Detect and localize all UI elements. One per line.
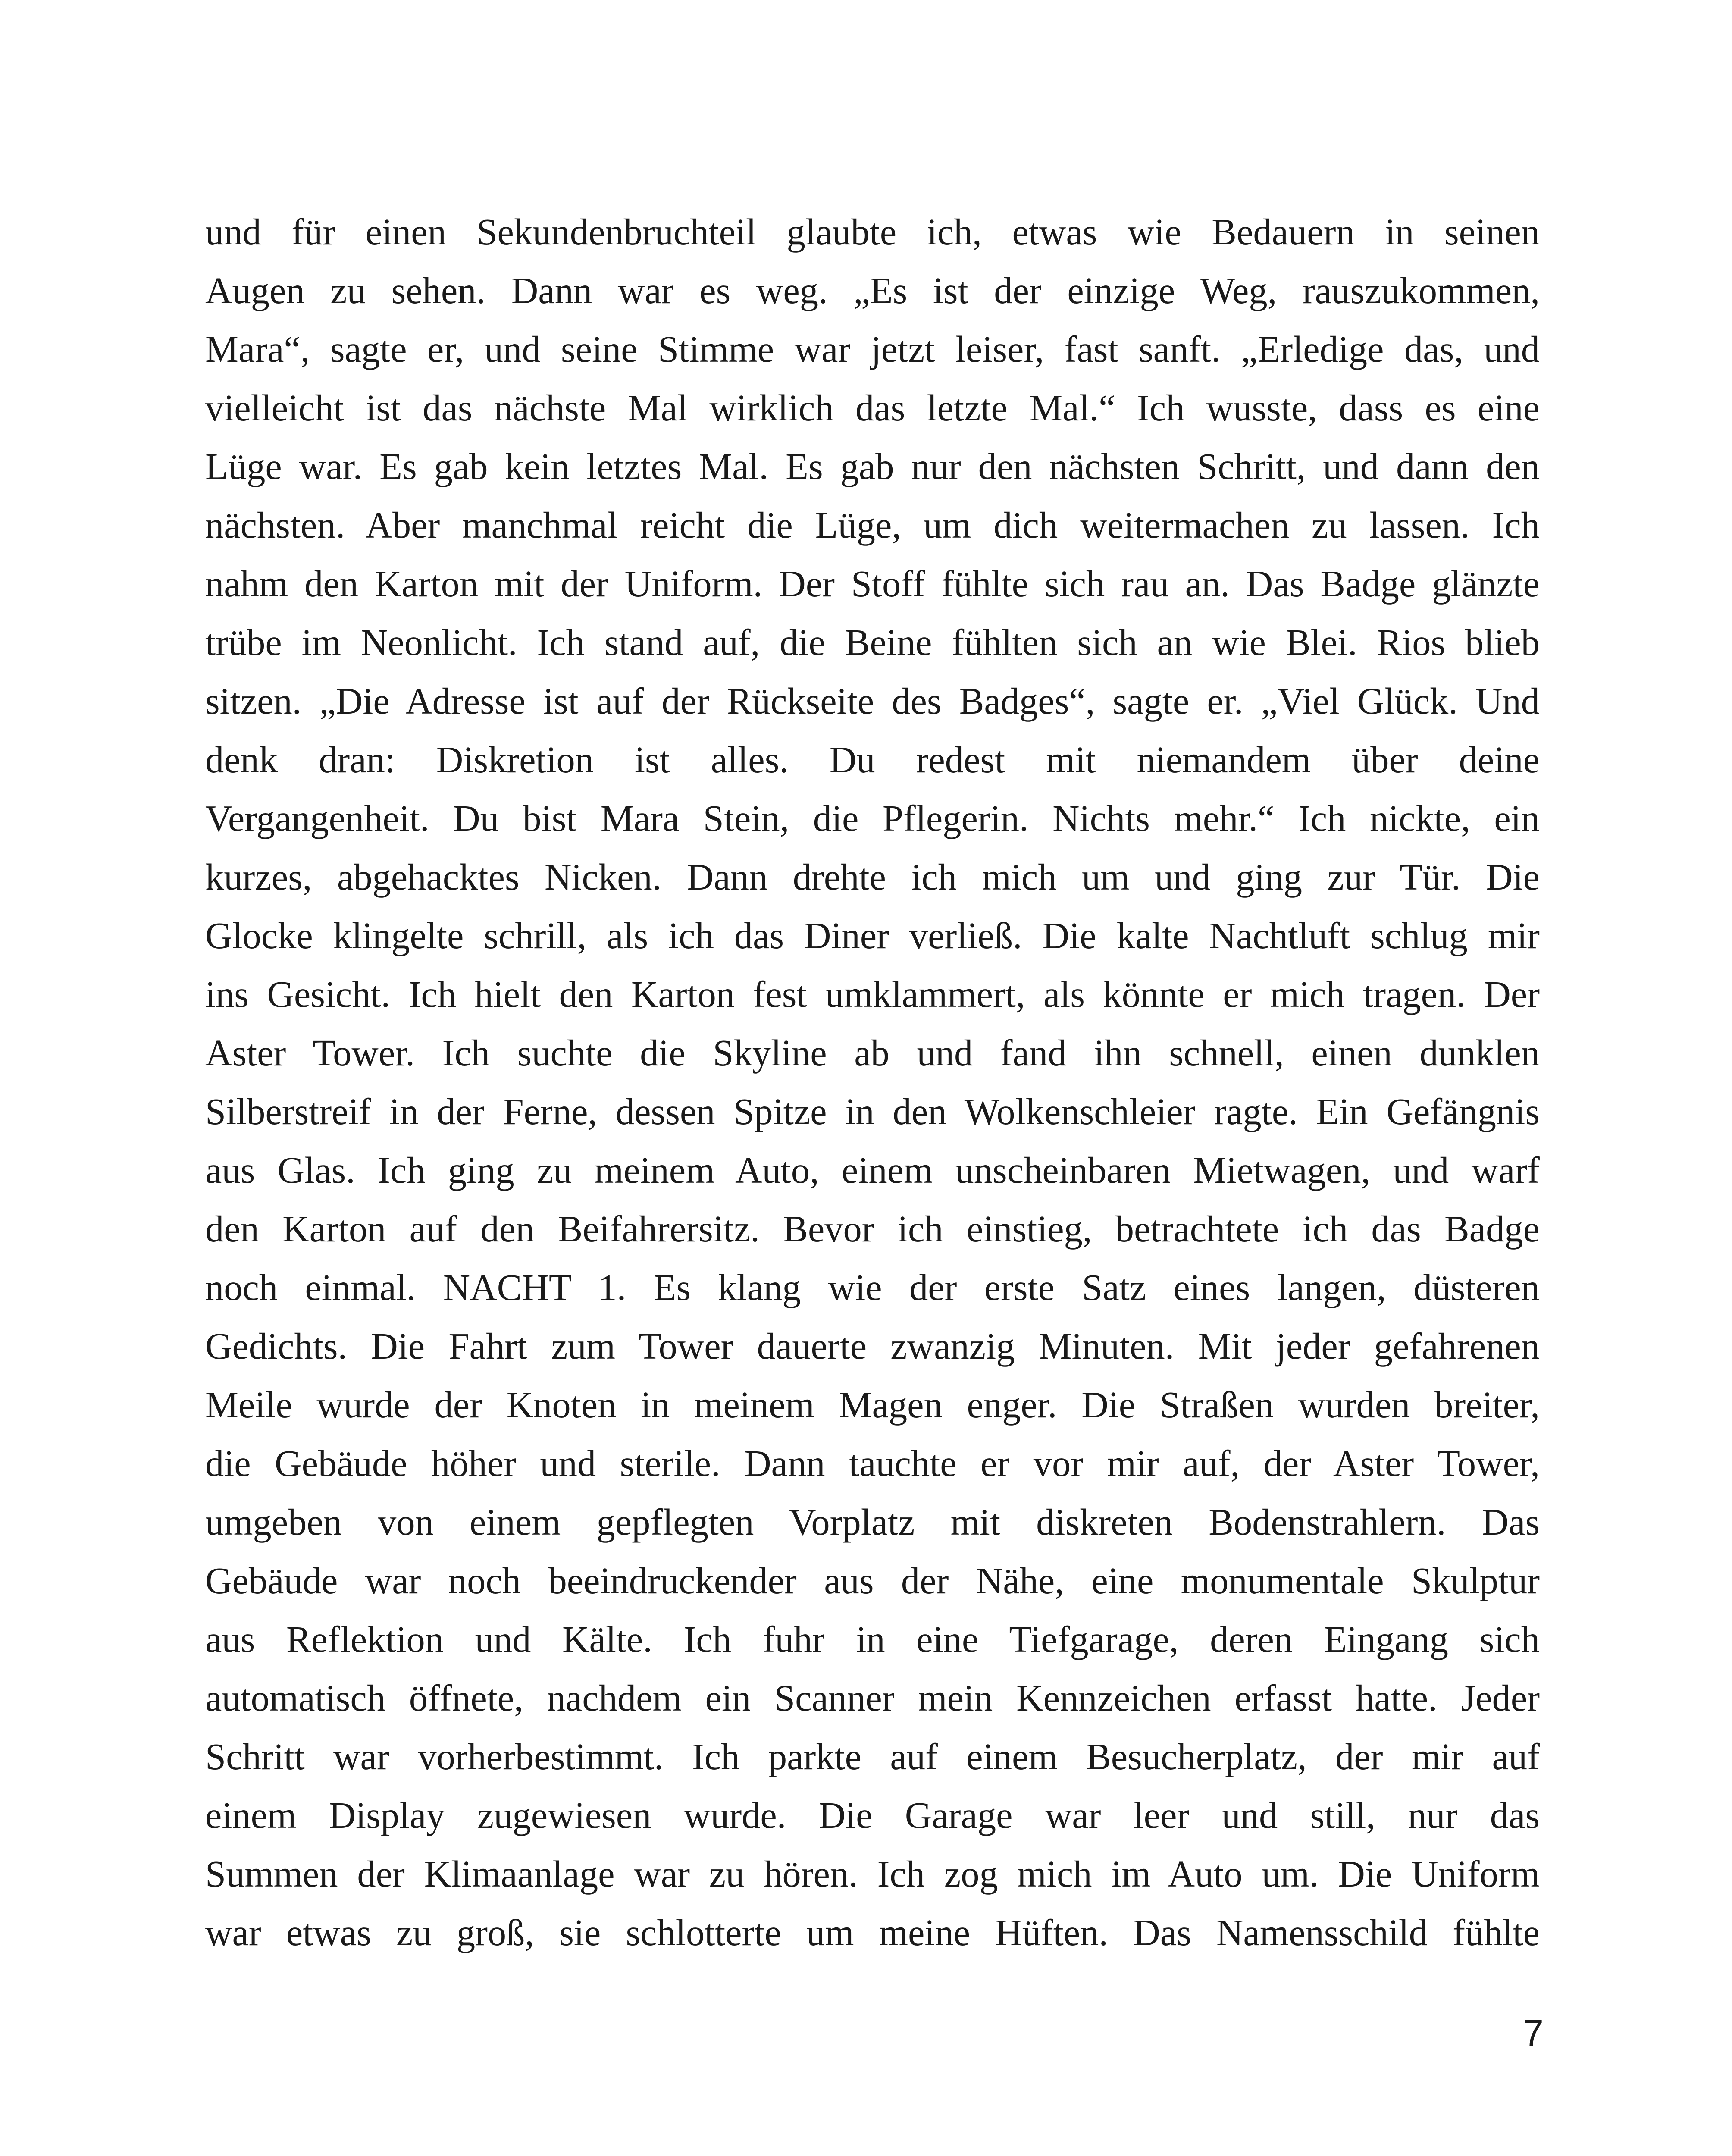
text-line: noch einmal. NACHT 1. Es klang wie der erste Satz eines langen, düsteren bbox=[205, 1267, 1540, 1308]
text-line: aus Reflektion und Kälte. Ich fuhr in eine Tiefgarage, deren Eingang sich bbox=[205, 1619, 1540, 1660]
text-line: Schritt war vorherbestimmt. Ich parkte auf einem Besucherplatz, der mir auf bbox=[205, 1736, 1540, 1777]
text-line: Meile wurde der Knoten in meinem Magen enger. Die Straßen wurden breiter, bbox=[205, 1384, 1540, 1426]
text-line: Gedichts. Die Fahrt zum Tower dauerte zwanzig Minuten. Mit jeder gefahrenen bbox=[205, 1326, 1540, 1367]
text-line: trübe im Neonlicht. Ich stand auf, die Beine fühlten sich an wie Blei. Rios blieb bbox=[205, 622, 1540, 663]
text-line: vielleicht ist das nächste Mal wirklich das letzte Mal.“ Ich wusste, dass es eine bbox=[205, 387, 1540, 429]
text-line: Vergangenheit. Du bist Mara Stein, die Pflegerin. Nichts mehr.“ Ich nickte, ein bbox=[205, 798, 1540, 839]
text-line: Silberstreif in der Ferne, dessen Spitze in den Wolkenschleier ragte. Ein Gefängnis bbox=[205, 1091, 1540, 1132]
text-line: Aster Tower. Ich suchte die Skyline ab und fand ihn schnell, einen dunklen bbox=[205, 1032, 1540, 1074]
text-line: sitzen. „Die Adresse ist auf der Rückseite des Badges“, sagte er. „Viel Glück. Und bbox=[205, 680, 1540, 722]
text-line: Glocke klingelte schrill, als ich das Diner verließ. Die kalte Nachtluft schlug mir bbox=[205, 915, 1540, 956]
text-line: und für einen Sekundenbruchteil glaubte ich, etwas wie Bedauern in seinen bbox=[205, 211, 1540, 253]
text-line: aus Glas. Ich ging zu meinem Auto, einem unscheinbaren Mietwagen, und warf bbox=[205, 1150, 1540, 1191]
text-line: kurzes, abgehacktes Nicken. Dann drehte ich mich um und ging zur Tür. Die bbox=[205, 856, 1540, 898]
body-text bbox=[205, 203, 1540, 1966]
page-number: 7 bbox=[1523, 2012, 1544, 2054]
text-line: Augen zu sehen. Dann war es weg. „Es ist der einzige Weg, rauszukommen, bbox=[205, 270, 1540, 311]
text-line: die Gebäude höher und sterile. Dann tauchte er vor mir auf, der Aster Tower, bbox=[205, 1443, 1540, 1484]
text-line: nächsten. Aber manchmal reicht die Lüge, um dich weitermachen zu lassen. Ich bbox=[205, 505, 1540, 546]
text-line: einem Display zugewiesen wurde. Die Garage war leer und still, nur das bbox=[205, 1795, 1540, 1836]
text-line: umgeben von einem gepflegten Vorplatz mit diskreten Bodenstrahlern. Das bbox=[205, 1501, 1540, 1543]
text-line: war etwas zu groß, sie schlotterte um meine Hüften. Das Namensschild fühlte bbox=[205, 1912, 1540, 1953]
text-line: Mara“, sagte er, und seine Stimme war jetzt leiser, fast sanft. „Erledige das, und bbox=[205, 329, 1540, 370]
text-line: Lüge war. Es gab kein letztes Mal. Es gab nur den nächsten Schritt, und dann den bbox=[205, 446, 1540, 487]
text-line: Gebäude war noch beeindruckender aus der Nähe, eine monumentale Skulptur bbox=[205, 1560, 1540, 1601]
text-line: den Karton auf den Beifahrersitz. Bevor ich einstieg, betrachtete ich das Badge bbox=[205, 1208, 1540, 1250]
text-line: nahm den Karton mit der Uniform. Der Stoff fühlte sich rau an. Das Badge glänzte bbox=[205, 563, 1540, 605]
text-line: denk dran: Diskretion ist alles. Du redest mit niemandem über deine bbox=[205, 739, 1540, 780]
text-line: Summen der Klimaanlage war zu hören. Ich zog mich im Auto um. Die Uniform bbox=[205, 1853, 1540, 1895]
text-line: automatisch öffnete, nachdem ein Scanner mein Kennzeichen erfasst hatte. Jeder bbox=[205, 1677, 1540, 1719]
text-line: ins Gesicht. Ich hielt den Karton fest umklammert, als könnte er mich tragen. Der bbox=[205, 974, 1540, 1015]
